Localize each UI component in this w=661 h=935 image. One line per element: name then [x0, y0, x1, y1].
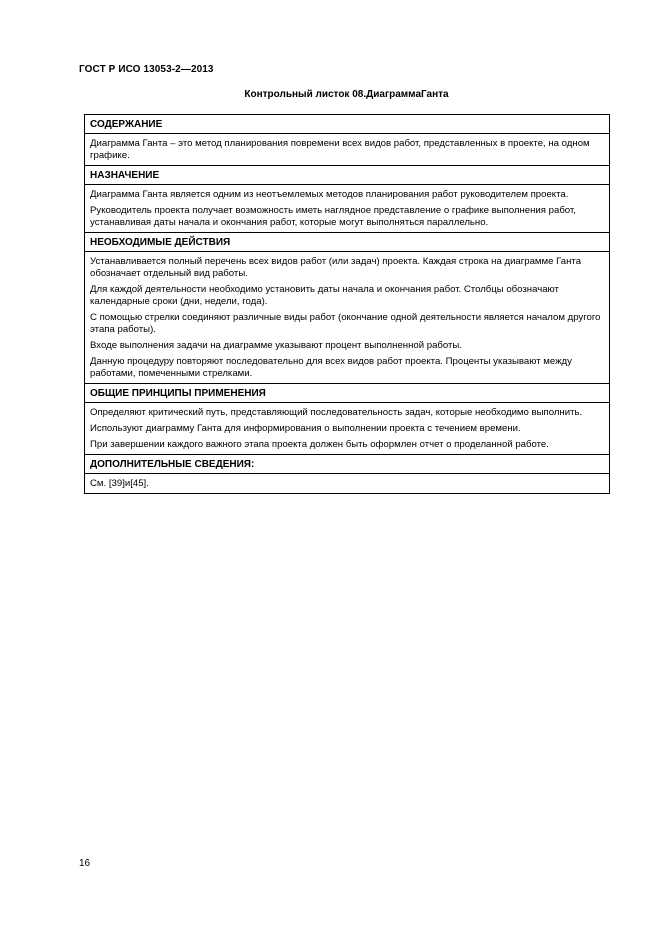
section-general-principles	[85, 383, 609, 454]
paragraph: Диаграмма Ганта является одним из неотъемлемых методов планирования работ руководителем проекта.	[90, 189, 569, 200]
section-heading: ДОПОЛНИТЕЛЬНЫЕ СВЕДЕНИЯ:	[85, 455, 609, 474]
paragraph: Устанавливается полный перечень всех видов работ (или задач) проекта. Каждая строка на диаграмме Ганта обозначает отдельный вид работы.	[90, 256, 582, 279]
page-number: 16	[79, 858, 91, 869]
paragraph: Используют диаграмму Ганта для информирования о выполнении проекта с течением времени.	[90, 423, 521, 434]
paragraph: См. [39]и[45].	[90, 478, 149, 489]
section-additional-info	[85, 454, 609, 493]
section-heading: ОБЩИЕ ПРИНЦИПЫ ПРИМЕНЕНИЯ	[85, 384, 609, 403]
paragraph: Руководитель проекта получает возможность иметь наглядное представление о графике выполнения работ, устанавливая даты начала и окончания работ, которые могут выполняться параллельно.	[90, 205, 576, 228]
section-body	[85, 474, 609, 493]
paragraph: С помощью стрелки соединяют различные виды работ (окончание одной деятельности является началом другого этапа работы).	[90, 312, 601, 335]
section-body	[85, 403, 609, 454]
section-required-actions	[85, 232, 609, 383]
paragraph: Диаграмма Ганта – это метод планирования повремени всех видов работ, представленных в проекте, на одном графике.	[90, 138, 590, 161]
paragraph: При завершении каждого важного этапа проекта должен быть оформлен отчет о проделанной работе.	[90, 439, 549, 450]
section-body	[85, 185, 609, 232]
section-body	[85, 252, 609, 383]
section-body	[85, 134, 609, 165]
section-content	[85, 115, 609, 165]
section-heading: НАЗНАЧЕНИЕ	[85, 166, 609, 185]
standard-code: ГОСТ Р ИСО 13053-2—2013	[79, 64, 214, 75]
section-purpose	[85, 165, 609, 232]
checklist-title: Контрольный листок 08.ДиаграммаГанта	[244, 89, 449, 100]
paragraph: Определяют критический путь, представляющий последовательность задач, которые необходимо выполнить.	[90, 407, 583, 418]
paragraph: Данную процедуру повторяют последовательно для всех видов работ проекта. Проценты указывают между работами, помеченными стрелками.	[90, 356, 572, 379]
paragraph: Для каждой деятельности необходимо установить даты начала и окончания работ. Столбцы обозначают календарные сроки (дни, недели, года).	[90, 284, 559, 307]
section-heading: СОДЕРЖАНИЕ	[85, 115, 609, 134]
paragraph: Входе выполнения задачи на диаграмме указывают процент выполненной работы.	[90, 340, 462, 351]
section-heading: НЕОБХОДИМЫЕ ДЕЙСТВИЯ	[85, 233, 609, 252]
checklist-table	[84, 114, 610, 494]
